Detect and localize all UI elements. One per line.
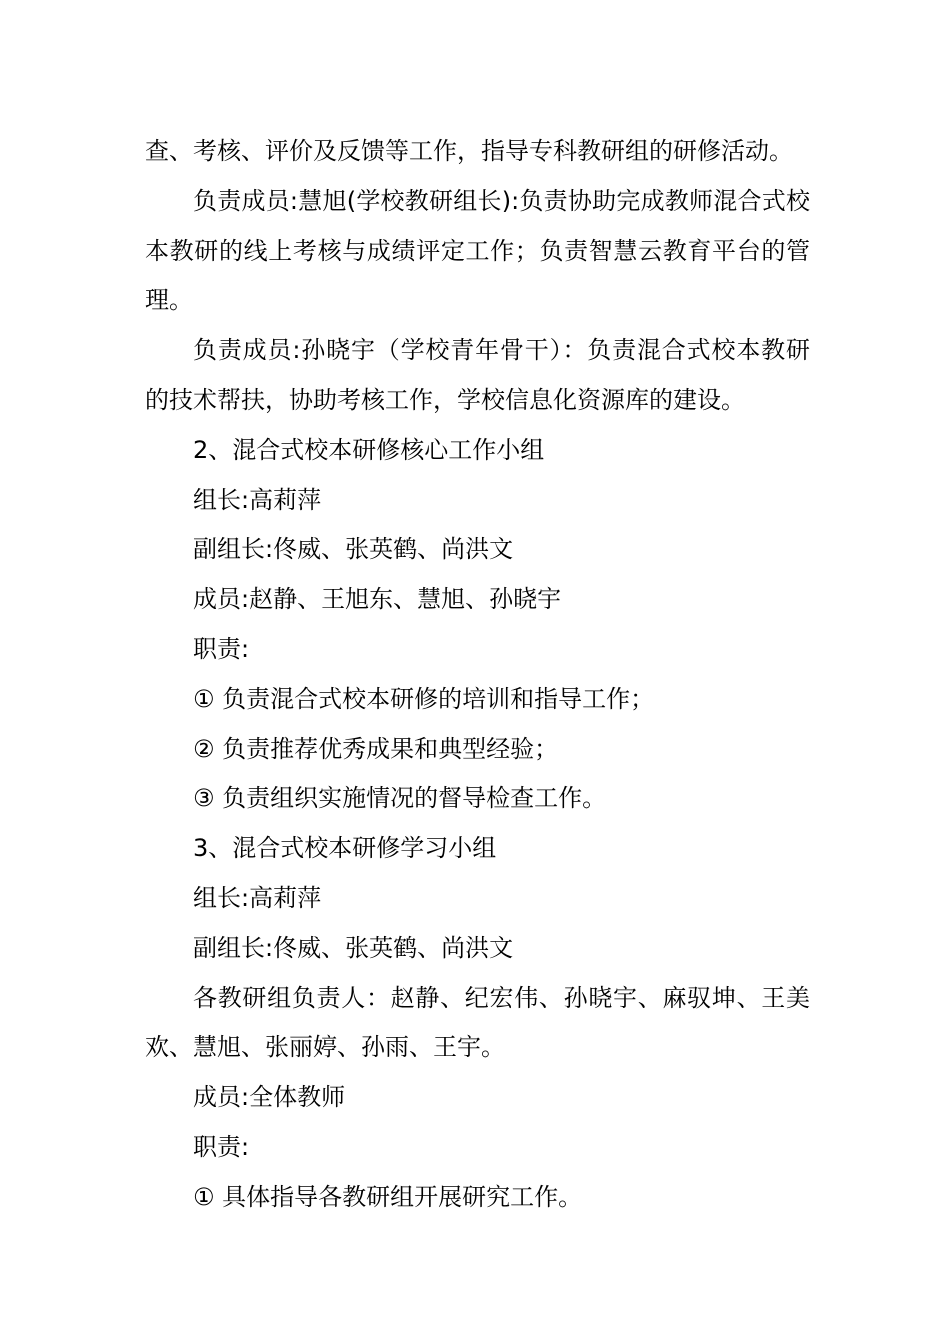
- list-item-1: ① 负责混合式校本研修的培训和指导工作；: [193, 684, 655, 713]
- text-line-11: 职责:: [193, 634, 250, 663]
- text-line-1: 查、考核、评价及反馈等工作，指导专科教研组的研修活动。: [145, 137, 793, 165]
- text-line-9: 副组长:佟威、张英鹤、尚洪文: [193, 535, 514, 564]
- document-body: [145, 127, 810, 1223]
- text-line-17: 副组长:佟威、张英鹤、尚洪文: [193, 933, 514, 962]
- text-line-6: 的技术帮扶，协助考核工作，学校信息化资源库的建设。: [145, 385, 745, 414]
- list-item-4: ① 具体指导各教研组开展研究工作。: [193, 1182, 583, 1211]
- text-line-5: 负责成员:孙晓宇（学校青年骨干）：负责混合式校本教研: [193, 336, 810, 365]
- list-item-3: ③ 负责组织实施情况的督导检查工作。: [193, 784, 607, 813]
- section-heading-2: 2、混合式校本研修核心工作小组: [193, 435, 545, 464]
- text-line-21: 职责:: [193, 1132, 250, 1161]
- text-line-4: 理。: [145, 286, 193, 315]
- text-line-8: 组长:高莉萍: [193, 485, 322, 514]
- text-line-19: 欢、慧旭、张丽婷、孙雨、王宇。: [145, 1033, 505, 1062]
- text-line-10: 成员:赵静、王旭东、慧旭、孙晓宇: [193, 585, 562, 614]
- text-line-16: 组长:高莉萍: [193, 883, 322, 912]
- text-line-3: 本教研的线上考核与成绩评定工作；负责智慧云教育平台的管: [145, 236, 810, 265]
- text-line-2: 负责成员:慧旭(学校教研组长):负责协助完成教师混合式校: [193, 186, 810, 215]
- text-line-20: 成员:全体教师: [193, 1083, 346, 1112]
- text-line-18: 各教研组负责人：赵静、纪宏伟、孙晓宇、麻驭坤、王美: [193, 983, 810, 1012]
- section-heading-3: 3、混合式校本研修学习小组: [193, 834, 497, 863]
- list-item-2: ② 负责推荐优秀成果和典型经验；: [193, 734, 559, 763]
